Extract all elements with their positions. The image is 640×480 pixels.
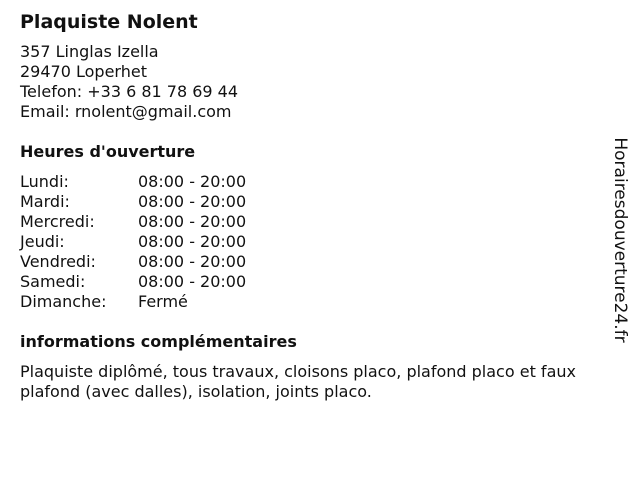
hours-value: Fermé [138, 292, 188, 311]
hours-value: 08:00 - 20:00 [138, 232, 247, 251]
info-heading: informations complémentaires [20, 332, 297, 351]
hours-value: 08:00 - 20:00 [138, 192, 247, 211]
day-label: Jeudi: [20, 232, 65, 251]
hours-row-monday [20, 172, 610, 192]
street-address: 357 Linglas Izella [20, 42, 159, 61]
phone-number[interactable]: Telefon: +33 6 81 78 69 44 [20, 82, 239, 101]
hours-value: 08:00 - 20:00 [138, 172, 247, 191]
business-card [20, 10, 610, 402]
hours-row-thursday [20, 232, 610, 252]
business-name: Plaquiste Nolent [20, 11, 198, 33]
postal-city: 29470 Loperhet [20, 62, 147, 81]
address-block [20, 42, 610, 122]
hours-value: 08:00 - 20:00 [138, 272, 247, 291]
hours-row-wednesday [20, 212, 610, 232]
day-label: Vendredi: [20, 252, 96, 271]
site-watermark: Horairesdouverture24.fr [610, 137, 630, 343]
hours-value: 08:00 - 20:00 [138, 212, 247, 231]
info-description: Plaquiste diplômé, tous travaux, cloisons placo, plafond placo et faux plafond (avec dalles), isolation, joints placo. [20, 362, 576, 401]
hours-table [20, 172, 610, 312]
hours-row-saturday [20, 272, 610, 292]
hours-value: 08:00 - 20:00 [138, 252, 247, 271]
hours-heading: Heures d'ouverture [20, 142, 196, 161]
day-label: Mercredi: [20, 212, 95, 231]
day-label: Samedi: [20, 272, 86, 291]
day-label: Dimanche: [20, 292, 107, 311]
hours-row-friday [20, 252, 610, 272]
day-label: Lundi: [20, 172, 69, 191]
hours-row-tuesday [20, 192, 610, 212]
hours-row-sunday [20, 292, 610, 312]
day-label: Mardi: [20, 192, 70, 211]
email-address[interactable]: Email: rnolent@gmail.com [20, 102, 232, 121]
